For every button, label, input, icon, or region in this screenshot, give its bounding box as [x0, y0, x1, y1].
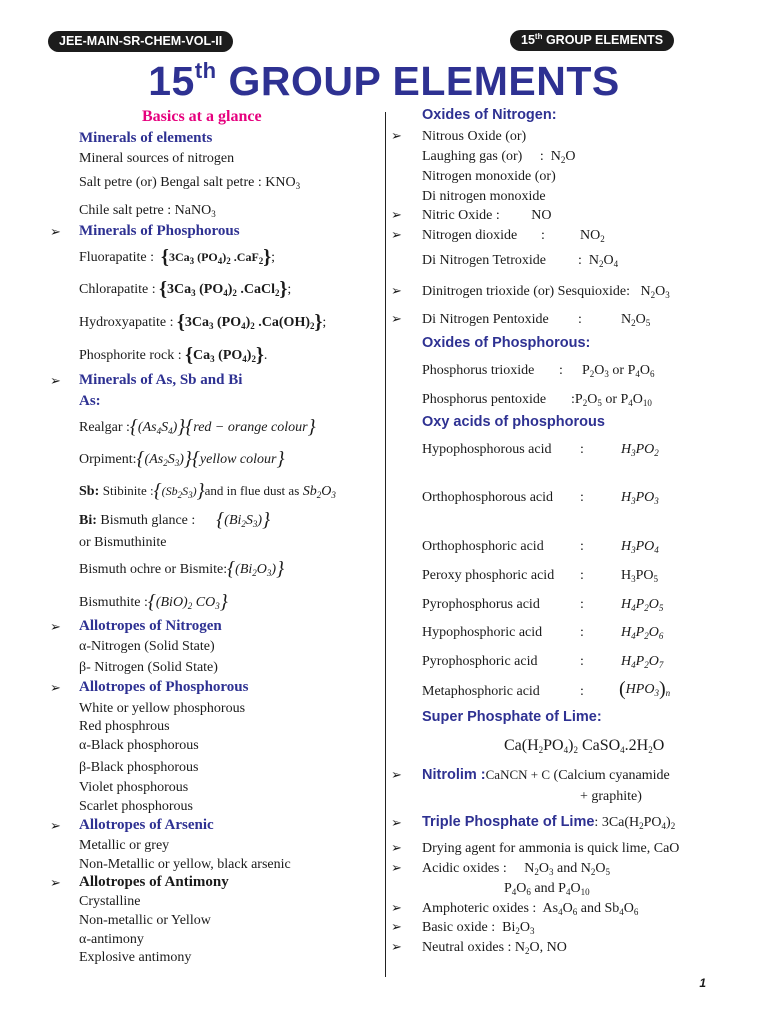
bullet-arrow-icon: ➢ [391, 312, 402, 327]
nitrous-oxide: Nitrous Oxide (or) [422, 129, 527, 144]
allotropes-arsenic-heading: Allotropes of Arsenic [79, 817, 214, 833]
stibinite-label: Stibinite : [102, 483, 154, 498]
bismuth-ochre-label: Bismuth ochre or Bismite: [79, 562, 228, 577]
phos-minerals-heading: Minerals of Phosphorous [79, 223, 240, 239]
beta-nitrogen [79, 659, 218, 676]
or-word: or [605, 392, 617, 407]
hydroxyapatite-label: Hydroxyapatite : [79, 315, 174, 330]
colon: : [580, 539, 584, 554]
bullet-arrow-icon: ➢ [391, 816, 402, 831]
h4p2o5-formula: $H_4P_2O_5$ [621, 597, 664, 613]
saltpetre-line [79, 174, 300, 191]
basic-oxide-label: Basic oxide : [422, 920, 496, 935]
no2-formula: $NO_2$ [580, 228, 605, 244]
nitrolim-desc2: + graphite) [580, 789, 642, 804]
bullet-arrow-icon: ➢ [391, 940, 402, 955]
bullet-arrow-icon: ➢ [50, 374, 61, 389]
nitric-oxide-label: Nitric Oxide : [422, 208, 500, 223]
bullet-arrow-icon: ➢ [391, 129, 402, 144]
page-number: 1 [699, 976, 706, 990]
nitrolim-line [422, 766, 670, 784]
mineral-sources: Mineral sources of nitrogen [79, 151, 235, 166]
page-title [0, 56, 768, 106]
alpha-black-p [79, 737, 199, 754]
acidic-formula-1: $N_2O_3$ and $N_2O_5$ [524, 861, 610, 877]
phosphorite-line: Phosphorite rock : {$Ca_3$ $(PO_4)_2$}. [79, 344, 268, 366]
realgar-label: Realgar : [79, 420, 130, 435]
sb-item: Non-metallic or Yellow [79, 913, 211, 928]
sb-label: Sb: [79, 484, 100, 499]
alpha-symbol: α [79, 932, 87, 947]
nitric-oxide-line [422, 207, 552, 224]
peroxy-label: Peroxy phosphoric acid [422, 568, 555, 583]
bullet-arrow-icon: ➢ [50, 819, 61, 834]
bullet-arrow-icon: ➢ [391, 861, 402, 876]
column-divider [385, 112, 386, 977]
alpha-black-p-text: -Black phosphorous [86, 738, 199, 753]
bullet-arrow-icon: ➢ [391, 920, 402, 935]
explosive-antimony: Explosive antimony [79, 950, 192, 965]
colon: : [578, 312, 582, 327]
bismuthite-formula: {$(BiO)_2$ $CO_3$} [147, 591, 228, 613]
p2o5-formula: $:P_2O_5$ or $P_4O_{10}$ [571, 392, 652, 408]
bullet-arrow-icon: ➢ [391, 768, 402, 783]
nitrogen-monoxide: Nitrogen monoxide (or) [422, 169, 556, 184]
chapter-tag-sup: th [534, 32, 543, 41]
bismuth-glance-label: Bismuth glance : [100, 513, 196, 528]
acidic-oxides-label: Acidic oxides : [422, 861, 507, 876]
chlorapatite-label: Chlorapatite : [79, 282, 156, 297]
acidic-oxides-line [422, 860, 610, 877]
basics-heading: Basics at a glance [142, 108, 262, 125]
orthophosphoric-label: Orthophosphoric acid [422, 539, 544, 554]
drying-agent: Drying agent for ammonia is quick lime, CaO [422, 841, 680, 856]
chlorapatite-formula: {$3Ca_3$ $(PO_4)_2$ .CaCl$_2$} [159, 278, 288, 300]
as-label: As: [79, 393, 101, 409]
triple-phosphate-label: Triple Phosphate of Lime [422, 814, 595, 830]
p-item: Scarlet phosphorous [79, 799, 193, 814]
title-text: GROUP ELEMENTS [216, 58, 620, 104]
n2o5-formula: $N_2O_5$ [621, 312, 651, 328]
and-word: and [534, 881, 555, 896]
bullet-arrow-icon: ➢ [391, 901, 402, 916]
n2o-formula: $N_2O$ [550, 149, 576, 165]
alpha-antimony [79, 931, 144, 948]
realgar-colour: red − orange colour [193, 420, 308, 435]
dinitrogen-trioxide-label: Dinitrogen trioxide (or) Sesquioxide: [422, 284, 631, 299]
alpha-nitrogen-text: -Nitrogen (Solid State) [86, 639, 215, 654]
beta-black-p-text: -Black phosphorous [86, 760, 199, 775]
hydroxyapatite-line: Hydroxyapatite : {$3Ca_3$ $(PO_4)_2$ $.Ca(OH)_2$}; [79, 311, 327, 333]
hypophosphoric-label: Hypophosphoric acid [422, 625, 543, 640]
sb-item: Crystalline [79, 894, 141, 909]
allotropes-antimony-heading: Allotropes of Antimony [79, 874, 229, 890]
chapter-tag [510, 30, 674, 51]
nitrolim-label: Nitrolim : [422, 767, 486, 783]
realgar-line [79, 416, 316, 438]
chile-label: Chile salt petre : [79, 203, 172, 218]
pyrophosphoric-label: Pyrophosphoric acid [422, 654, 538, 669]
chile-line [79, 202, 216, 219]
bi2o3-formula: $\{(Bi_2O_3)\}$ [227, 558, 285, 580]
bi-label: Bi: [79, 513, 97, 528]
title-sup: th [194, 58, 217, 83]
phosphorite-formula: {$Ca_3$ $(PO_4)_2$} [185, 344, 264, 366]
colon: : [559, 363, 563, 378]
oxides-phosphorous-heading: Oxides of Phosphorous: [422, 335, 591, 351]
dinitrogen-trioxide-line [422, 283, 670, 300]
phosphorus-pentoxide-label: Phosphorus pentoxide [422, 392, 547, 407]
bi2s3-formula: $\{(Bi_2S_3)\}$ [216, 509, 271, 531]
bismuth-ochre-line [79, 558, 285, 580]
orpiment-label: Orpiment: [79, 452, 137, 467]
nitrogen-dioxide-label: Nitrogen dioxide [422, 228, 518, 243]
title-number: 15 [148, 58, 195, 104]
h3po2-formula: $H_3PO_2$ [621, 442, 659, 458]
colon: : [580, 654, 584, 669]
stibinite-formula: $\{(Sb_2S_3)\}$ [153, 480, 205, 502]
bullet-arrow-icon: ➢ [391, 228, 402, 243]
neutral-oxides-label: Neutral oxides : [422, 940, 512, 955]
hypophosphorous-label: Hypophosphorous acid [422, 442, 552, 457]
n2o3-formula: $N_2O_3$ [640, 284, 670, 300]
as-sb-bi-heading: Minerals of As, Sb and Bi [79, 372, 243, 388]
colon: : [580, 568, 584, 583]
beta-black-p [79, 759, 199, 776]
fluorapatite-line: Fluorapatite : {$3Ca_3$ $(PO_4)_2$ .CaF$_2$}; [79, 246, 276, 268]
bullet-arrow-icon: ➢ [391, 284, 402, 299]
beta-nitrogen-text: - Nitrogen (Solid State) [86, 660, 218, 675]
bi2o3-basic-formula: $Bi_2O_3$ [502, 920, 535, 936]
alpha-nitrogen [79, 638, 215, 655]
or-word: or [612, 363, 625, 378]
stibinite-tail: and in flue dust as [204, 483, 300, 498]
as-item: Non-Metallic or yellow, black arsenic [79, 857, 291, 872]
amphoteric-line [422, 900, 638, 917]
triple-phosphate-line: Triple Phosphate of Lime: $3Ca(H_2PO_4)_2$ [422, 814, 676, 831]
fluorapatite-formula: {$3Ca_3$ $(PO_4)_2$ .CaF$_2$} [161, 246, 272, 268]
bismuthite-line [79, 591, 228, 613]
alpha-antimony-text: -antimony [86, 932, 144, 947]
bullet-arrow-icon: ➢ [50, 225, 61, 240]
colon: : [580, 442, 584, 457]
hpo3n-formula: $(HPO_3)_n$ [619, 678, 671, 700]
colon: : [541, 228, 545, 243]
p-item: Red phosphrous [79, 719, 170, 734]
chapter-tag-text: GROUP ELEMENTS [542, 33, 664, 47]
amphoteric-formula: $As_4O_6$ and $Sb_4O_6$ [542, 901, 639, 917]
nitrolim-desc: (Calcium cyanamide [553, 768, 670, 783]
h3po5-formula: $H_3PO_5$ [621, 568, 659, 584]
n2o4-formula: : $N_2O_4$ [578, 253, 619, 269]
p-item: Violet phosphorous [79, 780, 189, 795]
metaphosphoric-label: Metaphosphoric acid [422, 684, 540, 699]
di-nitrogen-tetroxide-label: Di Nitrogen Tetroxide [422, 253, 546, 268]
book-tag: JEE-MAIN-SR-CHEM-VOL-II [48, 31, 233, 52]
stibinite-line [79, 482, 336, 500]
h3po4-formula: $H_3PO_4$ [621, 539, 659, 555]
orpiment-formula: $\{(As_2S_3)\}\{yellow$ colour} [136, 448, 285, 470]
alpha-symbol: α [79, 738, 87, 753]
minerals-heading: Minerals of elements [79, 130, 213, 146]
allotropes-nitrogen-heading: Allotropes of Nitrogen [79, 618, 222, 634]
bismuth-glance-line [79, 509, 271, 531]
colon: : [580, 597, 584, 612]
h3po3-formula: $H_3PO_3$ [621, 490, 659, 506]
colon: : [580, 625, 584, 640]
realgar-formula: $\{(As_4S_4)\}\{red$ − orange colour} [129, 416, 316, 438]
kno3-formula: $KNO_3$ [265, 175, 301, 191]
oxyacids-heading: Oxy acids of phosphorous [422, 414, 605, 430]
phosphorite-label: Phosphorite rock : [79, 348, 182, 363]
p-item: White or yellow phosphorous [79, 701, 246, 716]
chlorapatite-line: Chlorapatite : {$3Ca_3$ $(PO_4)_2$ .CaCl$_2$}; [79, 278, 292, 300]
orpiment-line [79, 448, 285, 470]
neutral-formula: $N_2O$, NO [514, 940, 567, 956]
allotropes-phosphorous-heading: Allotropes of Phosphorous [79, 679, 249, 695]
colon: : [580, 684, 584, 699]
bullet-arrow-icon: ➢ [391, 208, 402, 223]
phosphorus-trioxide-label: Phosphorus trioxide [422, 363, 535, 378]
as-item: Metallic or grey [79, 838, 170, 853]
beta-symbol: β [79, 760, 87, 775]
and-word: and [580, 901, 601, 916]
hydroxyapatite-formula: {$3Ca_3$ $(PO_4)_2$ $.Ca(OH)_2$} [176, 311, 323, 333]
bullet-arrow-icon: ➢ [50, 620, 61, 635]
laughing-gas-line: Laughing gas (or) : $N_2O$ [422, 149, 576, 165]
amphoteric-label: Amphoteric oxides : [422, 901, 537, 916]
triple-phosphate-formula: $3Ca(H_2PO_4)_2$ [601, 815, 676, 831]
bullet-arrow-icon: ➢ [50, 876, 61, 891]
sb2o3-formula: $Sb_2O_3$ [302, 484, 336, 500]
pyrophosphorus-label: Pyrophosphorus acid [422, 597, 540, 612]
laughing-gas-label: Laughing gas (or) [422, 149, 523, 164]
bismuthite-label: Bismuthite : [79, 595, 148, 610]
orpiment-colour: yellow colour [199, 452, 277, 467]
and-word: and [557, 861, 578, 876]
chapter-tag-number: 15 [521, 33, 535, 47]
nitrolim-formula: CaNCN + C [485, 767, 551, 782]
nano3-formula: NaNO$_3$ [174, 203, 216, 219]
beta-symbol: β [79, 660, 87, 675]
bullet-arrow-icon: ➢ [391, 841, 402, 856]
h4p2o7-formula: $H_4P_2O_7$ [621, 654, 664, 670]
fluorapatite-label: Fluorapatite : [79, 250, 155, 265]
oxides-nitrogen-heading: Oxides of Nitrogen: [422, 107, 557, 123]
bismuthinite: or Bismuthinite [79, 535, 167, 550]
neutral-oxides-line [422, 939, 567, 956]
p2o3-formula: $P_2O_3$ or $P_4O_6$ [582, 363, 655, 379]
h4p2o6-formula: $H_4P_2O_6$ [621, 625, 664, 641]
bullet-arrow-icon: ➢ [50, 681, 61, 696]
colon: : [580, 490, 584, 505]
superphosphate-formula: $Ca(H_2PO_4)_2$ $CaSO_4.2H_2O$ [504, 737, 665, 755]
superphosphate-heading: Super Phosphate of Lime: [422, 709, 602, 725]
di-nitrogen-monoxide: Di nitrogen monoxide [422, 189, 546, 204]
acidic-formula-2: $P_4O_6$ and $P_4O_{10}$ [504, 881, 590, 897]
alpha-symbol: α [79, 639, 87, 654]
saltpetre-label: Salt petre (or) Bengal salt petre : [79, 175, 262, 190]
orthophosphorous-label: Orthophosphorous acid [422, 490, 554, 505]
basic-oxide-line [422, 919, 534, 936]
di-nitrogen-pentoxide-label: Di Nitrogen Pentoxide [422, 312, 549, 327]
no-formula: NO [531, 208, 552, 223]
